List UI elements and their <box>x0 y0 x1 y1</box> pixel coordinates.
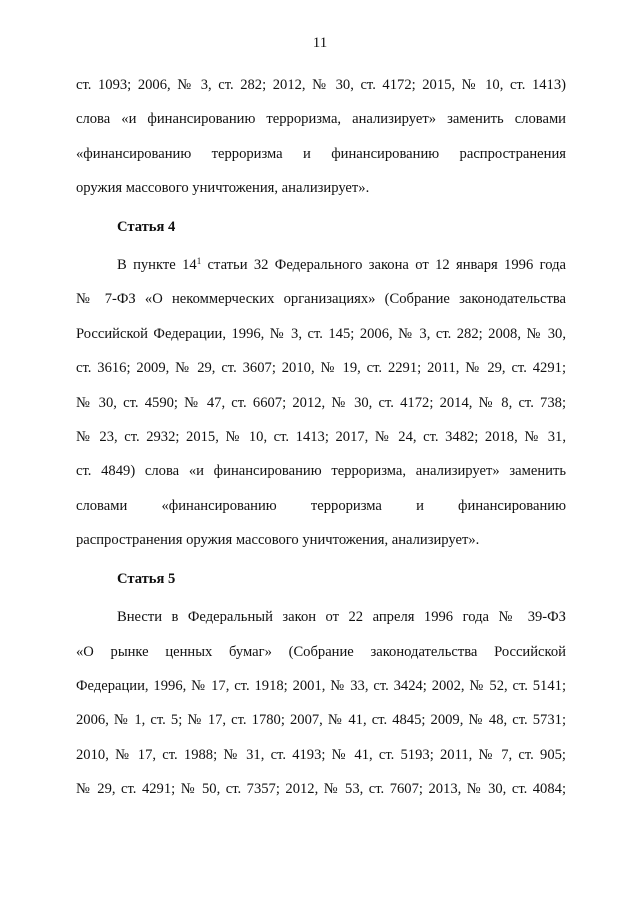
text-line: ст. 1093; 2006, № 3, ст. 282; 2012, № 30, ст. 4172; 2015, № 10, ст. 1413) <box>76 77 566 93</box>
document-body <box>76 68 566 807</box>
paragraph-continuation <box>76 68 566 206</box>
text-line: № 30, ст. 4590; № 47, ст. 6607; 2012, № 30, ст. 4172; 2014, № 8, ст. 738; <box>76 394 566 411</box>
article-4-heading: Статья 4 <box>117 218 176 235</box>
text-line: словами «финансированию терроризма и финансированию <box>76 497 566 514</box>
text-fragment: В пункте 14 <box>117 257 197 274</box>
text-line: 2006, № 1, ст. 5; № 17, ст. 1780; 2007, № 41, ст. 4845; 2009, № 48, ст. 5731; <box>76 712 566 729</box>
text-line: № 7-ФЗ «О некоммерческих организациях» (Собрание законодательства <box>76 291 566 308</box>
article-5-paragraph <box>76 600 566 806</box>
text-line: распространения оружия массового уничтожения, анализирует». <box>76 532 480 549</box>
text-line: Федерации, 1996, № 17, ст. 1918; 2001, № 33, ст. 3424; 2002, № 52, ст. 5141; <box>76 677 566 694</box>
article-5-heading: Статья 5 <box>117 570 176 587</box>
article-4-paragraph <box>76 248 566 558</box>
text-line: «О рынке ценных бумаг» (Собрание законодательства Российской <box>76 643 566 660</box>
text-line: слова «и финансированию терроризма, анализирует» заменить словами <box>76 111 566 128</box>
page-number: 11 <box>312 35 328 51</box>
text-line: оружия массового уничтожения, анализирует». <box>76 180 370 197</box>
text-line: Российской Федерации, 1996, № 3, ст. 145; 2006, № 3, ст. 282; 2008, № 30, <box>76 325 566 342</box>
text-line: ст. 3616; 2009, № 29, ст. 3607; 2010, № 19, ст. 2291; 2011, № 29, ст. 4291; <box>76 360 566 377</box>
superscript: 1 <box>196 256 202 267</box>
text-line: «финансированию терроризма и финансированию распространения <box>76 145 566 162</box>
text-line: ст. 4849) слова «и финансированию терроризма, анализирует» заменить <box>76 463 566 480</box>
text-line: Внести в Федеральный закон от 22 апреля 1996 года № 39-ФЗ <box>117 609 566 626</box>
text-line: 2010, № 17, ст. 1988; № 31, ст. 4193; № 41, ст. 5193; 2011, № 7, ст. 905; <box>76 746 566 763</box>
text-line: № 29, ст. 4291; № 50, ст. 7357; 2012, № 53, ст. 7607; 2013, № 30, ст. 4084; <box>76 781 566 798</box>
text-line <box>76 248 566 282</box>
text-fragment: статьи 32 Федерального закона от 12 января 1996 года <box>201 257 566 274</box>
text-line: № 23, ст. 2932; 2015, № 10, ст. 1413; 2017, № 24, ст. 3482; 2018, № 31, <box>76 429 566 446</box>
